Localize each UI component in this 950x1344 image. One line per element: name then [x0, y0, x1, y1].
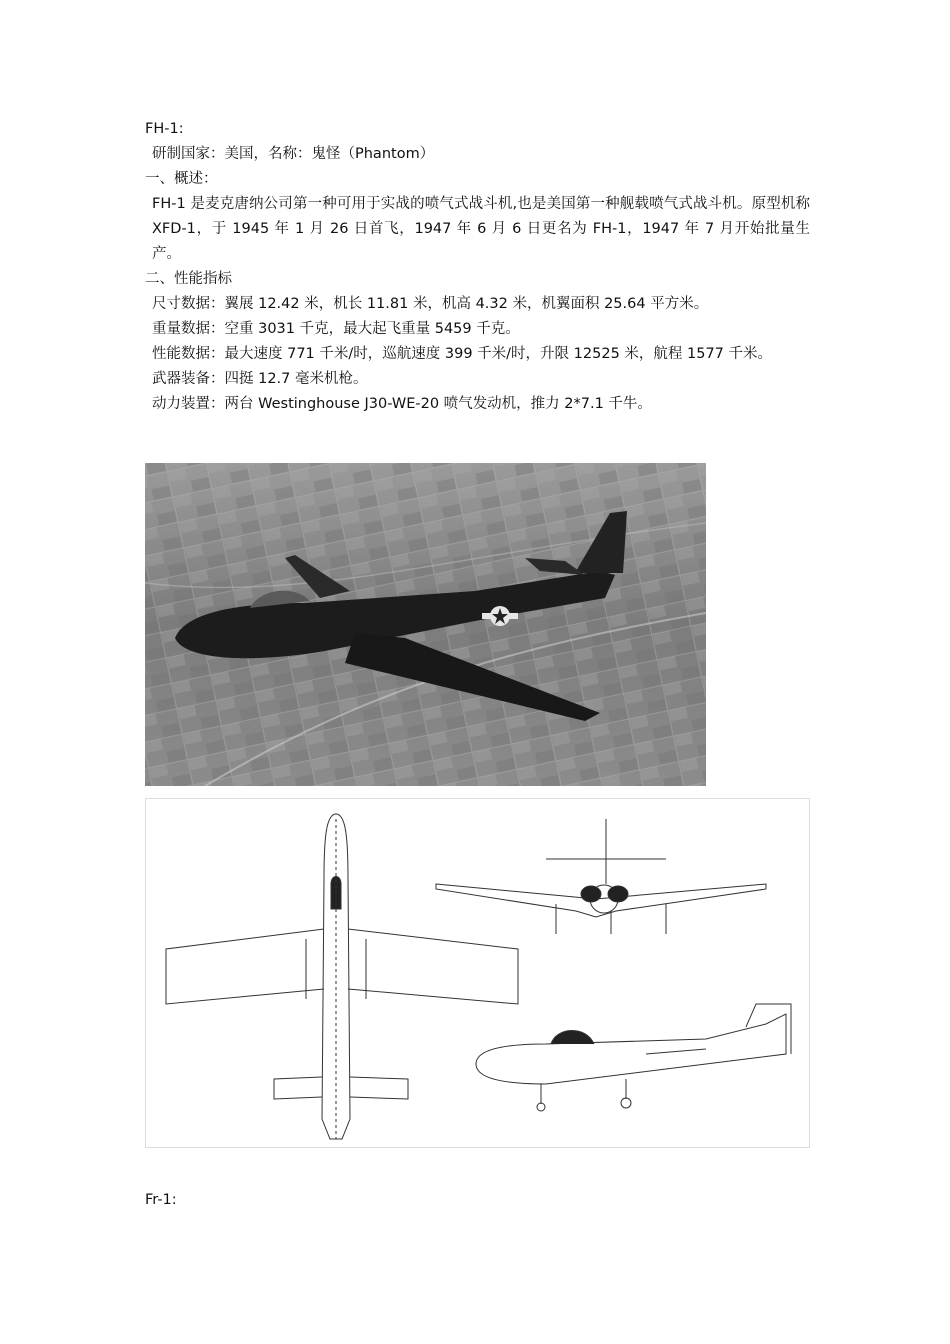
three-view-drawing-icon: [145, 798, 810, 1148]
overview-paragraph: FH-1 是麦克唐纳公司第一种可用于实战的喷气式战斗机,也是美国第一种舰载喷气式战斗机。原型机称 XFD-1，于 1945 年 1 月 26 日首飞，1947 年 6 月 6 日更名为 FH-1，1947 年 7 月开始批量生产。: [152, 196, 810, 262]
country-line: 研制国家：美国，名称：鬼怪（Phantom）: [152, 146, 435, 162]
article-text: [145, 117, 810, 417]
front-view: [436, 819, 766, 934]
armament-line: 武器装备：四挺 12.7 毫米机枪。: [152, 371, 368, 387]
powerplant-line: 动力装置：两台 Westinghouse J30-WE-20 喷气发动机，推力 2*7.1 千牛。: [152, 396, 652, 412]
section-overview-title: 一、概述：: [145, 171, 218, 187]
article-heading: FH-1:: [145, 121, 184, 137]
dimensions-line: 尺寸数据：翼展 12.42 米，机长 11.81 米，机高 4.32 米，机翼面积 25.64 平方米。: [152, 296, 709, 312]
aircraft-photo-icon: [145, 463, 706, 786]
weight-line: 重量数据：空重 3031 千克，最大起飞重量 5459 千克。: [152, 321, 520, 337]
section-specs-title: 二、性能指标: [145, 271, 232, 287]
performance-line: 性能数据：最大速度 771 千米/时，巡航速度 399 千米/时，升限 12525 米，航程 1577 千米。: [152, 346, 773, 362]
top-view: [166, 814, 518, 1139]
side-view: [476, 1004, 791, 1111]
next-aircraft-heading: Fr-1:: [145, 1192, 177, 1208]
